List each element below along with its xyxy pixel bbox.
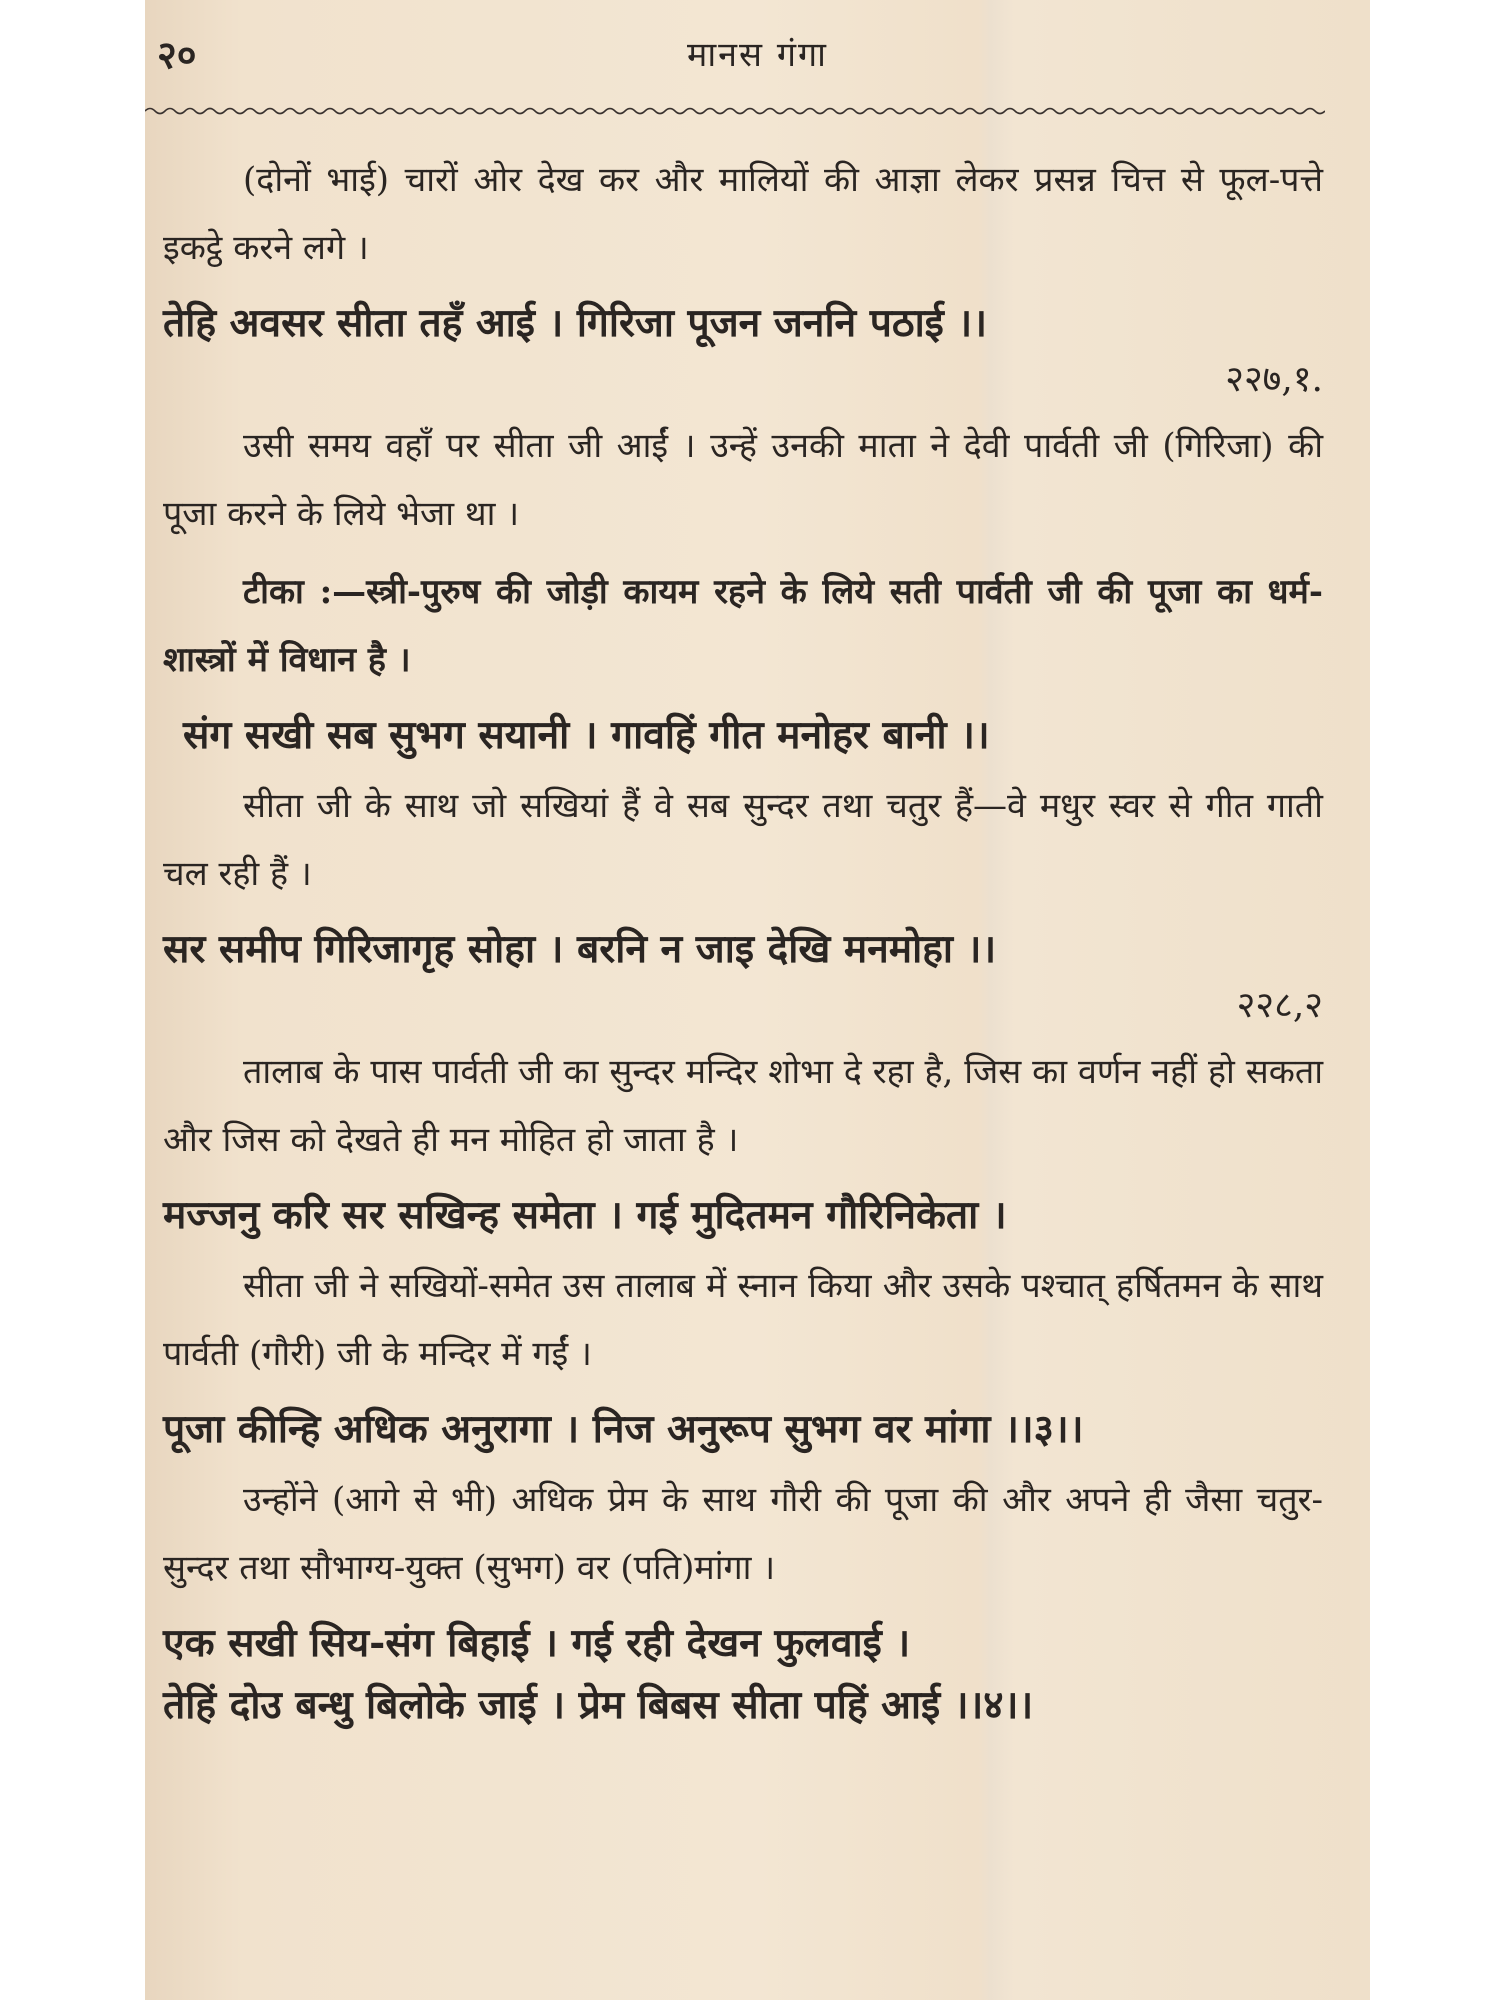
prose-paragraph-5: सीता जी ने सखियों-समेत उस तालाब में स्नान किया और उसके पश्चात् हर्षितमन के साथ पार्वती (गौरी) जी के मन्दिर में गईं । — [163, 1266, 1323, 1374]
verse-2: संग सखी सब सुभग सयानी । गावहिं गीत मनोहर बानी ।। — [183, 712, 990, 758]
book-page — [145, 0, 1370, 2000]
verse-4: मज्जनु करि सर सखिन्ह समेता । गई मुदितमन गौरिनिकेता । — [163, 1192, 1007, 1238]
prose-paragraph-1: (दोनों भाई) चारों ओर देख कर और मालियों की आज्ञा लेकर प्रसन्न चित्त से फूल-पत्ते इकट्ठे करने लगे । — [163, 160, 1323, 268]
prose-paragraph-4: तालाब के पास पार्वती जी का सुन्दर मन्दिर शोभा दे रहा है, जिस का वर्णन नहीं हो सकता और जिस को देखते ही मन मोहित हो जाता है । — [163, 1052, 1323, 1160]
page-header — [145, 28, 1370, 88]
prose-paragraph-3: सीता जी के साथ जो सखियां हैं वे सब सुन्दर तथा चतुर हैं—वे मधुर स्वर से गीत गाती चल रही हैं । — [163, 786, 1323, 894]
wavy-rule — [145, 106, 1325, 116]
prose-paragraph-2: उसी समय वहाँ पर सीता जी आईं । उन्हें उनकी माता ने देवी पार्वती जी (गिरिजा) की पूजा करने के लिये भेजा था । — [163, 426, 1323, 534]
commentary-paragraph: टीका :—स्त्री-पुरुष की जोड़ी कायम रहने के लिये सती पार्वती जी की पूजा का धर्म-शास्त्रों में विधान है । — [163, 572, 1323, 680]
verse-3-ref: २२८,२ — [1236, 985, 1323, 1026]
verse-1-ref: २२७,१. — [1225, 359, 1323, 400]
running-title: मानस गंगा — [687, 35, 828, 75]
verse-1: तेहि अवसर सीता तहँ आई । गिरिजा पूजन जननि पठाई ।। — [163, 300, 987, 346]
verse-3: सर समीप गिरिजागृह सोहा । बरनि न जाइ देखि मनमोहा ।। — [163, 926, 997, 972]
prose-paragraph-6: उन्होंने (आगे से भी) अधिक प्रेम के साथ गौरी की पूजा की और अपने ही जैसा चतुर-सुन्दर तथा सौभाग्य-युक्त (सुभग) वर (पति)मांगा । — [163, 1480, 1323, 1588]
page-content — [163, 140, 1323, 1736]
page-number: २० — [157, 32, 197, 77]
verse-5: पूजा कीन्हि अधिक अनुरागा । निज अनुरूप सुभग वर मांगा ।।३।। — [163, 1406, 1084, 1452]
verse-6b: तेहिं दोउ बन्धु बिलोके जाई । प्रेम बिबस सीता पहिं आई ।।४।। — [163, 1682, 1034, 1728]
verse-6a: एक सखी सिय-संग बिहाई । गई रही देखन फुलवाई । — [163, 1620, 911, 1666]
